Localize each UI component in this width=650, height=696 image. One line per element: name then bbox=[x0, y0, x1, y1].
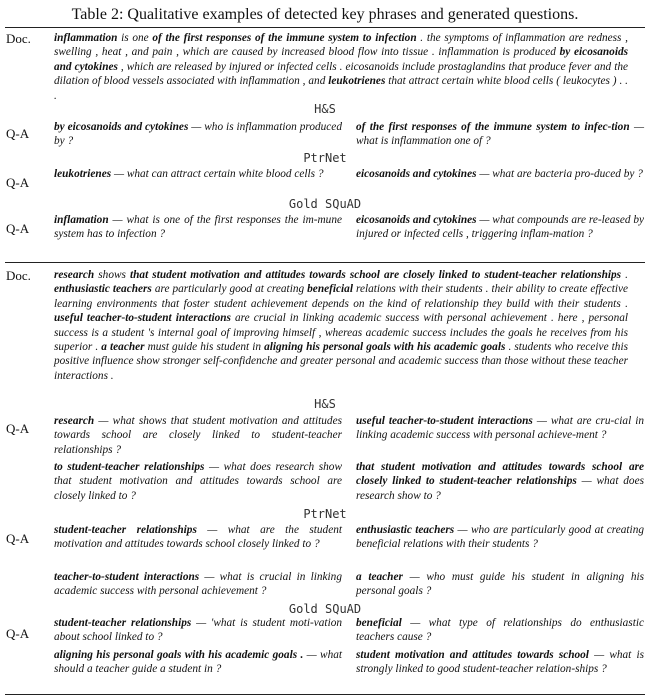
method-name: Gold SQuAD bbox=[288, 602, 362, 616]
text-segment: — what does research show to ? bbox=[356, 475, 644, 502]
text-segment: — who are particularly good at creating beneficial relations with their students ? bbox=[356, 524, 644, 551]
key-phrase: student-teacher relationships bbox=[54, 524, 197, 536]
key-phrase: enthusiastic teachers bbox=[54, 283, 152, 296]
text-segment: — what is one of the first responses the im-mune system has to infection ? bbox=[54, 214, 342, 241]
qa-label: Q-A bbox=[6, 531, 30, 546]
method-name: PtrNet bbox=[303, 507, 347, 521]
key-phrase: beneficial bbox=[356, 617, 402, 629]
text-segment: , which are released by injured or infected cells . eicosanoids include prostaglandins that produce fever and the dilation of blood vessels associated with inflammation , and bbox=[54, 60, 628, 88]
key-phrase: research bbox=[54, 269, 95, 281]
text-segment: — what is crucial in linking academic success with personal achievement ? bbox=[54, 571, 342, 598]
key-phrase: by eicosanoids and cytokines bbox=[54, 121, 189, 133]
key-phrase: inflamation bbox=[54, 214, 109, 226]
qa-pair-cell bbox=[54, 616, 342, 645]
key-phrase: of the first responses of the immune system to infection bbox=[152, 32, 417, 44]
qa-pair-cell bbox=[356, 213, 644, 242]
qa-label: Q-A bbox=[6, 126, 30, 141]
key-phrase: student motivation and attitudes towards school bbox=[356, 649, 589, 661]
method-name: H&S bbox=[314, 397, 336, 411]
qa-pair-cell bbox=[356, 167, 644, 181]
text-segment: — what are bacteria pro-duced by ? bbox=[476, 168, 643, 180]
key-phrase: by eicosanoids and cytokines bbox=[54, 46, 629, 73]
qa-pair-cell bbox=[356, 414, 644, 443]
text-segment: — who is inflammation produced by ? bbox=[54, 121, 342, 148]
qa-label: Q-A bbox=[6, 626, 30, 641]
text-segment: . the symptoms of inflammation are redness , swelling , heat , and pain , which are caused by increased blood flow into tissue . inflammation is produced bbox=[54, 32, 628, 59]
text-segment: — what is strongly linked to good student-teacher relation-ships ? bbox=[356, 649, 644, 676]
qa-pair-cell bbox=[54, 414, 342, 457]
qa-pair-cell bbox=[356, 616, 644, 645]
text-segment: . students who receive this positive influence show stronger self-confidenche and greater personal and academic success than those without these teacher interactions . bbox=[54, 341, 628, 382]
key-phrase: student-teacher relationships bbox=[54, 617, 192, 629]
key-phrase: teacher-to-student interactions bbox=[54, 571, 200, 583]
key-phrase: useful teacher-to-student interactions bbox=[54, 312, 231, 325]
qa-pair-cell bbox=[54, 648, 342, 677]
text-segment: are crucial in linking academic success with personal achievement . here , personal success is a student 's internal goal of improving himself , whereas academic success includes the goals he receives from his superior . bbox=[54, 312, 629, 354]
key-phrase: aligning his personal goals with his academic goals bbox=[264, 341, 506, 354]
method-name: H&S bbox=[314, 102, 336, 116]
table-bottom-rule bbox=[5, 694, 645, 695]
table-top-rule bbox=[5, 27, 645, 28]
example-divider-rule bbox=[5, 262, 645, 263]
text-segment: — 'what is student moti-vation about school linked to ? bbox=[54, 617, 343, 644]
qa-pair-cell bbox=[54, 570, 342, 599]
key-phrase: beneficial bbox=[307, 283, 353, 296]
text-segment: that attract certain white blood cells ( leukocytes ) . . . bbox=[54, 75, 628, 102]
qa-pair-cell bbox=[356, 120, 644, 149]
key-phrase: aligning his personal goals with his academic goals . bbox=[54, 649, 304, 661]
qa-pair-cell bbox=[356, 523, 644, 552]
key-phrase: that student motivation and attitudes towards school are closely linked to student-teacher relationships bbox=[356, 461, 644, 488]
text-segment: — who must guide his student in aligning his personal goals ? bbox=[356, 571, 644, 598]
text-segment: shows bbox=[94, 269, 130, 281]
text-segment: . bbox=[621, 269, 628, 281]
document-passage bbox=[54, 31, 628, 103]
key-phrase: inflammation bbox=[54, 32, 118, 44]
qa-pair-cell bbox=[54, 523, 342, 552]
text-segment: — what type of relationships do enthusiastic teachers cause ? bbox=[356, 617, 644, 644]
text-segment: — what are cru-cial in linking academic success with personal achieve-ment ? bbox=[356, 415, 644, 442]
document-passage bbox=[54, 268, 628, 383]
qa-pair-cell bbox=[356, 648, 644, 677]
qa-pair-cell bbox=[356, 570, 644, 599]
key-phrase: enthusiastic teachers bbox=[356, 524, 455, 536]
key-phrase: a teacher bbox=[101, 341, 145, 354]
text-segment: is one bbox=[117, 32, 153, 44]
key-phrase: to student-teacher relationships bbox=[54, 461, 205, 473]
text-segment: — what is inflammation one of ? bbox=[356, 121, 644, 148]
qa-pair-cell bbox=[54, 120, 342, 149]
qa-pair-cell bbox=[54, 167, 342, 181]
key-phrase: that student motivation and attitudes towards school are closely linked to student-teacher relationships bbox=[130, 269, 622, 281]
key-phrase: a teacher bbox=[356, 571, 403, 583]
text-segment: — what does research show that student motivation and attitudes towards school are closely linked to ? bbox=[54, 461, 342, 502]
text-segment: — what can attract certain white blood cells ? bbox=[111, 168, 324, 180]
doc-label: Doc. bbox=[6, 31, 31, 46]
key-phrase: eicosanoids and cytokines bbox=[356, 168, 477, 180]
text-segment: — what are the student motivation and attitudes towards school closely linked to ? bbox=[54, 524, 342, 551]
key-phrase: eicosanoids and cytokines bbox=[356, 214, 477, 226]
qa-label: Q-A bbox=[6, 221, 30, 236]
text-segment: are particularly good at creating bbox=[151, 283, 308, 296]
text-segment: — what compounds are re-leased by injured or infected cells , triggering inflam-mation ? bbox=[356, 214, 644, 241]
text-segment: — what shows that student motivation and attitudes towards school are closely linked to student-teacher relationships ? bbox=[54, 415, 342, 456]
qa-pair-cell bbox=[356, 460, 644, 503]
text-segment: relations with their students . their ability to create effective learning environments that foster student achievement depends on the kind of relationship they build with their students . bbox=[54, 283, 628, 310]
doc-label: Doc. bbox=[6, 268, 31, 283]
method-name: PtrNet bbox=[303, 151, 347, 165]
key-phrase: useful teacher-to-student interactions bbox=[356, 415, 533, 427]
qa-pair-cell bbox=[54, 213, 342, 242]
key-phrase: research bbox=[54, 415, 95, 427]
key-phrase: leukotrienes bbox=[54, 168, 112, 180]
qa-label: Q-A bbox=[6, 421, 30, 436]
qa-label: Q-A bbox=[6, 175, 30, 190]
key-phrase: of the first responses of the immune system to infec-tion bbox=[356, 121, 630, 133]
table-caption: Table 2: Qualitative examples of detected key phrases and generated questions. bbox=[71, 6, 579, 23]
key-phrase: leukotrienes bbox=[328, 75, 386, 88]
text-segment: must guide his student in bbox=[144, 341, 265, 354]
method-name: Gold SQuAD bbox=[288, 197, 362, 211]
text-segment: — what should a teacher guide a student in ? bbox=[54, 649, 343, 676]
qa-pair-cell bbox=[54, 460, 342, 503]
